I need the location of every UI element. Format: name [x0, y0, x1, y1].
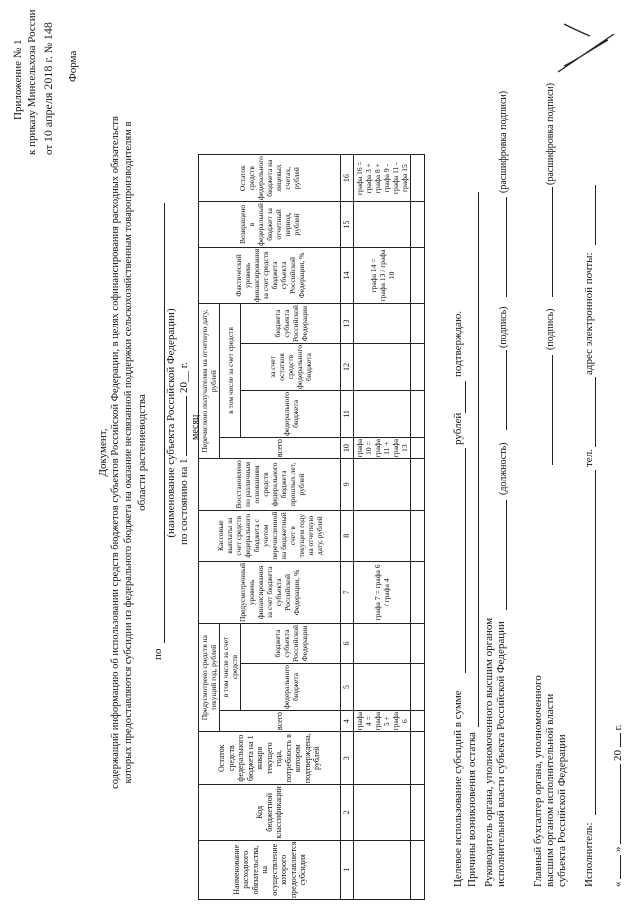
formula-col16: графа 16 = графа 3 + графа 8 + графа 9 - графа 11 - графа 15 [354, 155, 411, 202]
head-decode-hint: (расшифровка подписи) [498, 90, 509, 193]
plan-reg-header: бюджета субъекта Российской Федерации [241, 624, 341, 664]
col-number: 8 [341, 510, 354, 561]
appendix-line1: Приложение № 1 [12, 39, 24, 120]
formula-col7: графа 7 = графа 6 / графа 4 [354, 561, 411, 623]
appendix-line2: к приказу Минсельхоза России [26, 9, 38, 155]
col-returned-header: Возвращено в федеральный бюджет за отчетный период, рублей [199, 202, 341, 248]
transfer-group-header: Перечислено получателям на отчетную дату, рублей [199, 304, 220, 459]
tel-label: тел. [583, 449, 595, 467]
date-year: 20 [612, 750, 624, 761]
plan-total-header: всего [220, 710, 341, 731]
acc-line3: субъекта Российской Федерации [556, 734, 568, 887]
executor-label: Исполнитель: [583, 822, 595, 887]
transfer-reg-header: бюджета субъекта Российской Федерации [241, 304, 341, 344]
col-number: 11 [341, 390, 354, 437]
plan-incl-header: в том числе за счет средств [220, 624, 241, 711]
appendix-date: 10 апреля 2018 г. [41, 56, 55, 143]
reasons-line [478, 192, 479, 727]
target-use-line2 [465, 381, 466, 413]
title-line2: которых предоставляются субсидии из федерального бюджета на оказание несвязанной поддержки сельскохозяйственным товаропроизводителям в [123, 121, 134, 784]
col-name-header: Наименование расходного обязательства, на осуществление которого предоставляется субсидия [199, 840, 341, 899]
head-signature-line [506, 350, 507, 430]
plan-group-header: Предусмотрено средств на текущий год, рублей [199, 624, 220, 732]
col-number: 3 [341, 732, 354, 785]
transfer-incl-header: в том числе за счет средств [220, 304, 241, 438]
head-position-hint: (должность) [498, 442, 509, 495]
date-open-quote: « [612, 881, 624, 887]
transfer-fed-header: федерального бюджета [241, 390, 341, 437]
col-number: 12 [341, 344, 354, 391]
doc-word: Документ, [97, 428, 109, 477]
form-label: Форма [67, 50, 79, 82]
appendix-number: 148 [41, 22, 55, 41]
col-number: 2 [341, 785, 354, 840]
col-number: 1 [341, 840, 354, 899]
col-cash-header: Кассовые выплаты за счет средств федерального бюджета с учетом перечисленной на бюджетный счет в текущем году на отчетную дату, рублей [199, 510, 341, 561]
date-line [612, 724, 624, 887]
col-restored-header: Восстановлено по различным основаниям средств федерального бюджета прошлых лет, рублей [199, 459, 341, 510]
state-prefix: по состоянию на 1 [178, 458, 190, 545]
head-decode-line [506, 197, 507, 297]
col-number: 4 [341, 710, 354, 731]
confirm-label: подтверждаю. [452, 310, 464, 377]
reasons-label: Причины возникновения остатка [466, 732, 478, 887]
acc-line1: Главный бухгалтер органа, уполномоченного [532, 675, 544, 887]
plan-fed-header: федерального бюджета [241, 663, 341, 710]
head-position-line [506, 500, 507, 610]
col-plan-level-header: Предусмотренный уровень финансирования за счет бюджета субъекта Российской Федерации, % [199, 561, 341, 623]
col-number: 6 [341, 624, 354, 664]
col-code-header: Код бюджетной классификации [199, 785, 341, 840]
col-balance-header: Остаток средств федерального бюджета на 1 января текущего года, потребность в котором подтверждена, рублей [199, 732, 341, 785]
date-close-quote: » [612, 846, 624, 852]
acc-decode-line [552, 187, 553, 297]
acc-signature-hint: (подпись) [545, 308, 556, 350]
col-number: 15 [341, 202, 354, 248]
col-number: 7 [341, 561, 354, 623]
po-label: по [152, 648, 164, 660]
col-remaining-header: Остаток средств федерального бюджета на лицевых счетах, рублей [199, 155, 341, 202]
title-line1: содержащий информацию об использовании средств бюджетов субъектов Российской Федерации, в целях софинансирования расходных обязательств [110, 116, 121, 789]
email-line [595, 185, 596, 245]
formula-col14: графа 14 = графа 13 / графа 10 [354, 247, 411, 303]
acc-line2: высшим органом исполнительной власти [544, 693, 556, 887]
tel-line [595, 377, 596, 447]
col-number: 10 [341, 437, 354, 458]
appendix-line3 [42, 22, 55, 155]
signature-mark [550, 20, 620, 80]
transfer-rem-header: за счет остатков средств федерального бюджета [241, 344, 341, 391]
target-use-line [465, 448, 466, 673]
formula-col10: графа 10 = графа 11 + графа 13 [355, 438, 409, 458]
target-use-label: Целевое использование субсидий в сумме [452, 690, 464, 887]
col-fact-level-header: Фактический уровень финансирования за счет средств бюджета субъекта Российской Федерации, % [199, 247, 341, 303]
report-table [198, 154, 425, 900]
appendix-number-prefix: № [43, 42, 55, 54]
acc-signature-line [552, 355, 553, 465]
acc-decode-hint: (расшифровка подписи) [545, 82, 556, 185]
month-hint: месяц [190, 414, 201, 440]
executor-line [595, 470, 596, 815]
state-date [178, 362, 190, 545]
formula-col4: графа 4 = графа 5 + графа 6 [355, 711, 409, 731]
head-line1: Руководитель органа, уполномоченного высшим органом [483, 617, 495, 887]
col-number: 5 [341, 663, 354, 710]
date-year-suffix: г. [612, 724, 624, 731]
col-number: 14 [341, 247, 354, 303]
state-suffix: 20__ г. [178, 362, 190, 394]
subject-hint: (наименование субъекта Российской Федерации) [165, 308, 177, 538]
col-number: 16 [341, 155, 354, 202]
col-number: 13 [341, 304, 354, 344]
head-line2: исполнительной власти субъекта Российской Федерации [495, 621, 507, 887]
title-line3: области растениеводства [136, 394, 148, 511]
appendix-date-prefix: от [43, 144, 55, 155]
col-number: 9 [341, 459, 354, 510]
email-label: адрес электронной почты: [583, 252, 595, 375]
transfer-total-header: всего [220, 437, 341, 458]
head-signature-hint: (подпись) [498, 306, 509, 348]
target-use-rubles: рублей [452, 412, 464, 445]
